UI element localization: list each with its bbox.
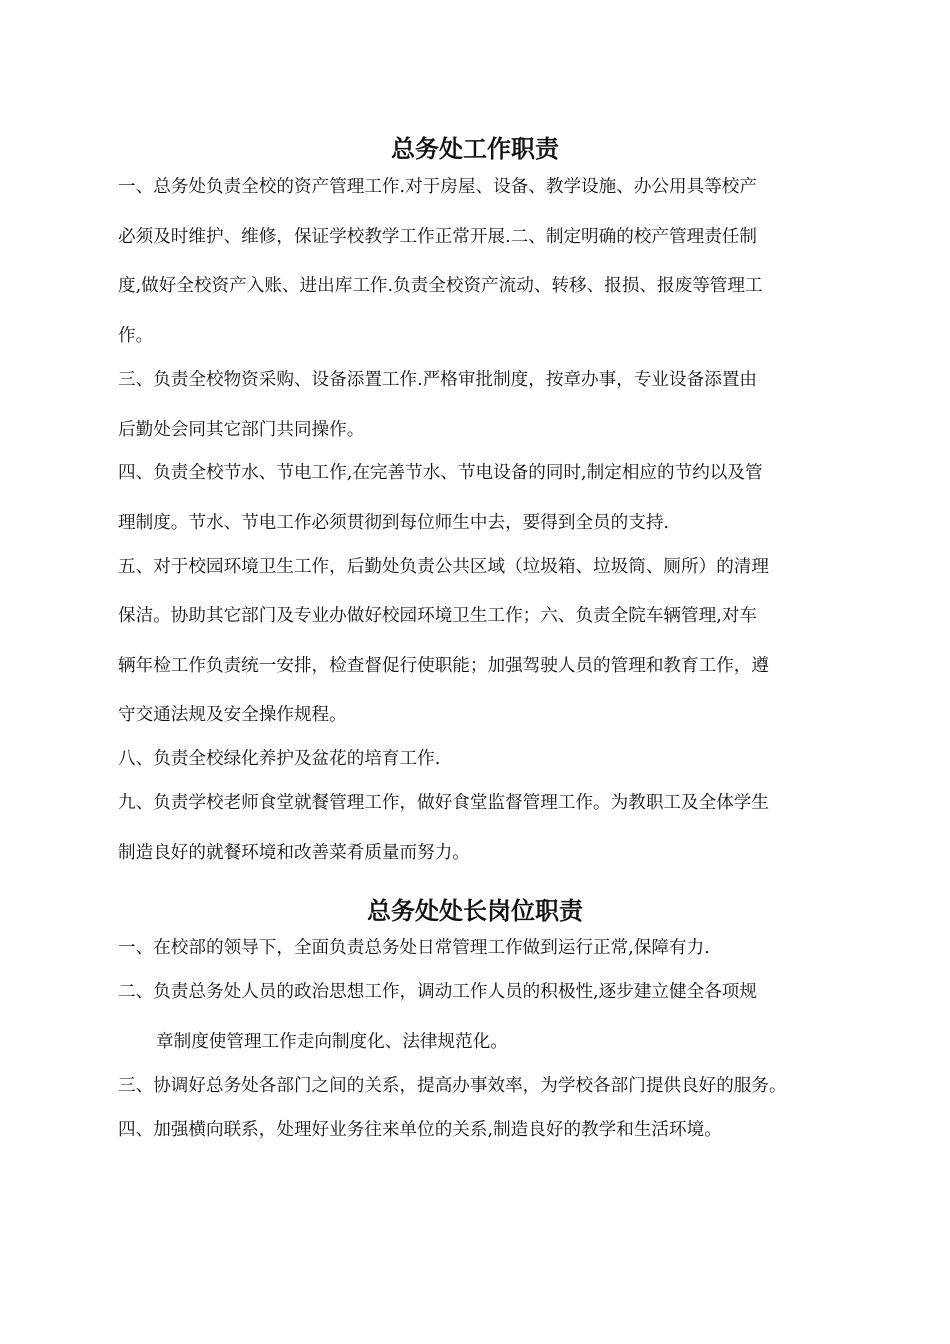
section-2-line: 二、负责总务处人员的政治思想工作，调动工作人员的积极性,逐步建立健全各项规 [118, 982, 757, 1002]
section-1-line: 制造良好的就餐环境和改善菜肴质量而努力。 [118, 843, 470, 863]
section-2-line: 章制度使管理工作走向制度化、法律规范化。 [156, 1032, 508, 1052]
section-2-title: 总务处处长岗位职责 [367, 896, 583, 925]
section-1-line: 八、负责全校绿化养护及盆花的培育工作. [118, 749, 441, 769]
section-1-line: 保洁。协助其它部门及专业办做好校园环境卫生工作；六、负责全院车辆管理,对车 [118, 606, 757, 626]
section-1-line: 四、负责全校节水、节电工作,在完善节水、节电设备的同时,制定相应的节约以及管 [118, 463, 763, 483]
section-1-line: 守交通法规及安全操作规程。 [118, 705, 347, 725]
section-1-line: 五、对于校园环境卫生工作，后勤处负责公共区域（垃圾箱、垃圾筒、厕所）的清理 [118, 557, 769, 577]
section-1-line: 三、负责全校物资采购、设备添置工作.严格审批制度，按章办事，专业设备添置由 [118, 370, 757, 390]
section-1-title: 总务处工作职责 [391, 134, 559, 163]
section-1-line: 必须及时维护、维修，保证学校教学工作正常开展.二、制定明确的校产管理责任制 [118, 227, 757, 247]
section-2-line: 四、加强横向联系，处理好业务往来单位的关系,制造良好的教学和生活环境。 [118, 1120, 722, 1140]
section-1-line: 后勤处会同其它部门共同操作。 [118, 420, 365, 440]
section-1-line: 九、负责学校老师食堂就餐管理工作，做好食堂监督管理工作。为教职工及全体学生 [118, 793, 769, 813]
section-1-line: 辆年检工作负责统一安排，检查督促行使职能；加强驾驶人员的管理和教育工作，遵 [118, 656, 769, 676]
section-2-line: 三、协调好总务处各部门之间的关系，提高办事效率，为学校各部门提供良好的服务。 [118, 1076, 787, 1096]
section-1-line: 一、总务处负责全校的资产管理工作.对于房屋、设备、教学设施、办公用具等校产 [118, 177, 757, 197]
section-1-line: 度,做好全校资产入账、进出库工作.负责全校资产流动、转移、报损、报废等管理工 [118, 276, 763, 296]
section-1-line: 作。 [118, 326, 154, 346]
section-1-line: 理制度。节水、节电工作必须贯彻到每位师生中去，要得到全员的支持. [118, 513, 670, 533]
section-2-line: 一、在校部的领导下，全面负责总务处日常管理工作做到运行正常,保障有力. [118, 938, 710, 958]
